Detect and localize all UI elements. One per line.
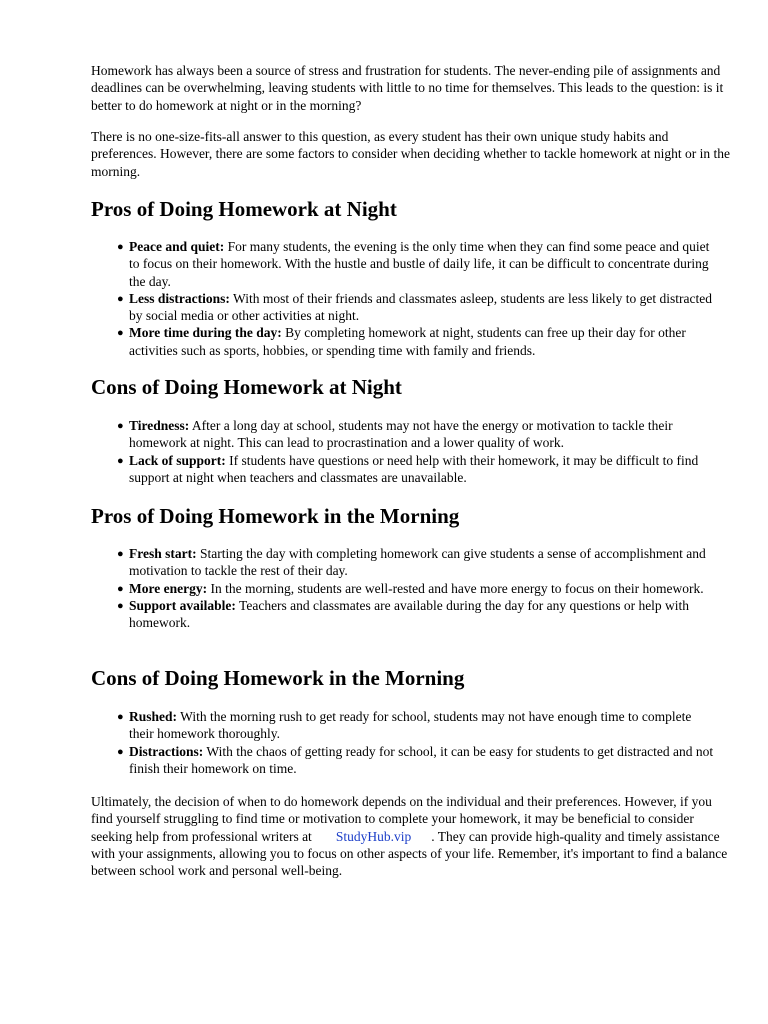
bullet-icon: ● xyxy=(117,454,124,467)
bullet-icon: ● xyxy=(117,582,124,595)
item-term: Peace and quiet: xyxy=(129,239,225,254)
bullet-icon: ● xyxy=(117,599,124,612)
conclusion-text-before: Ultimately, the decision of when to do homework depends on the individual and their preferences. However, if you find yourself struggling to find time or motivation to complete your homework, it may be beneficial to consider seeking help from professional writers at xyxy=(91,794,712,844)
list-pros-morning xyxy=(117,545,717,631)
list-item xyxy=(117,580,717,597)
item-term: More time during the day: xyxy=(129,325,282,341)
list-cons-morning xyxy=(117,708,717,777)
list-item xyxy=(117,417,717,452)
item-text: Starting the day with completing homework can give students a sense of accomplishment and motivation to tackle the rest of their day. xyxy=(129,546,706,579)
list-item xyxy=(117,324,717,359)
list-item xyxy=(117,743,717,778)
item-term: Distractions: xyxy=(129,743,204,759)
item-term: More energy: xyxy=(129,580,208,596)
bullet-icon: ● xyxy=(117,241,124,253)
item-text: With the chaos of getting ready for school, it can be easy for students to get distracted and not finish their homework on time. xyxy=(129,743,714,776)
section-heading-cons-night: Cons of Doing Homework at Night xyxy=(91,375,402,399)
list-item xyxy=(117,708,717,743)
list-item xyxy=(117,290,717,325)
intro-paragraph-2: There is no one-size-fits-all answer to this question, as every student has their own unique study habits and preferences. However, there are some factors to consider when deciding whether to tackle homework at night or in the morning. xyxy=(91,129,730,179)
item-text: In the morning, students are well-rested and have more energy to focus on their homework. xyxy=(207,580,704,596)
item-text: With most of their friends and classmates asleep, students are less likely to get distracted by social media or other activities at night. xyxy=(129,290,712,324)
item-term: Support available: xyxy=(129,597,236,613)
list-cons-night xyxy=(117,417,717,486)
bullet-icon: ● xyxy=(117,292,124,305)
list-item xyxy=(117,452,717,487)
conclusion-text-after: . They can provide high-quality and timely assistance with your assignments, allowing you to focus on other aspects of your life. Remember, it's important to find a balance between school work and personal well-being. xyxy=(91,828,728,879)
bullet-icon: ● xyxy=(117,548,124,560)
bullet-icon: ● xyxy=(117,327,124,340)
item-text: If students have questions or need help with their homework, it may be difficult to find support at night when teachers and classmates are unavailable. xyxy=(129,452,699,485)
item-term: Rushed: xyxy=(129,709,178,724)
item-term: Lack of support: xyxy=(129,452,226,468)
studyhub-link[interactable]: StudyHub.vip xyxy=(335,828,412,844)
bullet-icon: ● xyxy=(117,711,124,723)
intro-paragraph-1: Homework has always been a source of stress and frustration for students. The never-ending pile of assignments and deadlines can be overwhelming, leaving students with little to no time for themselves. This leads to the question: is it better to do homework at night or in the morning? xyxy=(91,63,724,113)
bullet-icon: ● xyxy=(117,745,124,758)
item-term: Fresh start: xyxy=(129,546,197,561)
bullet-icon: ● xyxy=(117,420,124,432)
list-item xyxy=(117,597,717,632)
section-heading-pros-morning: Pros of Doing Homework in the Morning xyxy=(91,504,460,528)
item-term: Less distractions: xyxy=(129,290,230,306)
item-text: After a long day at school, students may not have the energy or motivation to tackle their homework at night. This can lead to procrastination and a lower quality of work. xyxy=(129,418,673,451)
list-item xyxy=(117,545,717,580)
list-pros-night xyxy=(117,238,717,359)
item-text: Teachers and classmates are available during the day for any questions or help with homework. xyxy=(129,597,690,631)
item-term: Tiredness: xyxy=(129,418,190,433)
section-heading-pros-night: Pros of Doing Homework at Night xyxy=(91,197,397,221)
item-text: For many students, the evening is the only time when they can find some peace and quiet to focus on their homework. With the hustle and bustle of daily life, it can be difficult to concentrate during the day. xyxy=(129,239,710,289)
item-text: With the morning rush to get ready for school, students may not have enough time to complete their homework thoroughly. xyxy=(129,709,692,742)
item-text: By completing homework at night, students can free up their day for other activities such as sports, hobbies, or spending time with family and friends. xyxy=(129,325,686,358)
list-item xyxy=(117,238,717,290)
conclusion-paragraph xyxy=(91,793,731,879)
section-heading-cons-morning: Cons of Doing Homework in the Morning xyxy=(91,666,465,690)
